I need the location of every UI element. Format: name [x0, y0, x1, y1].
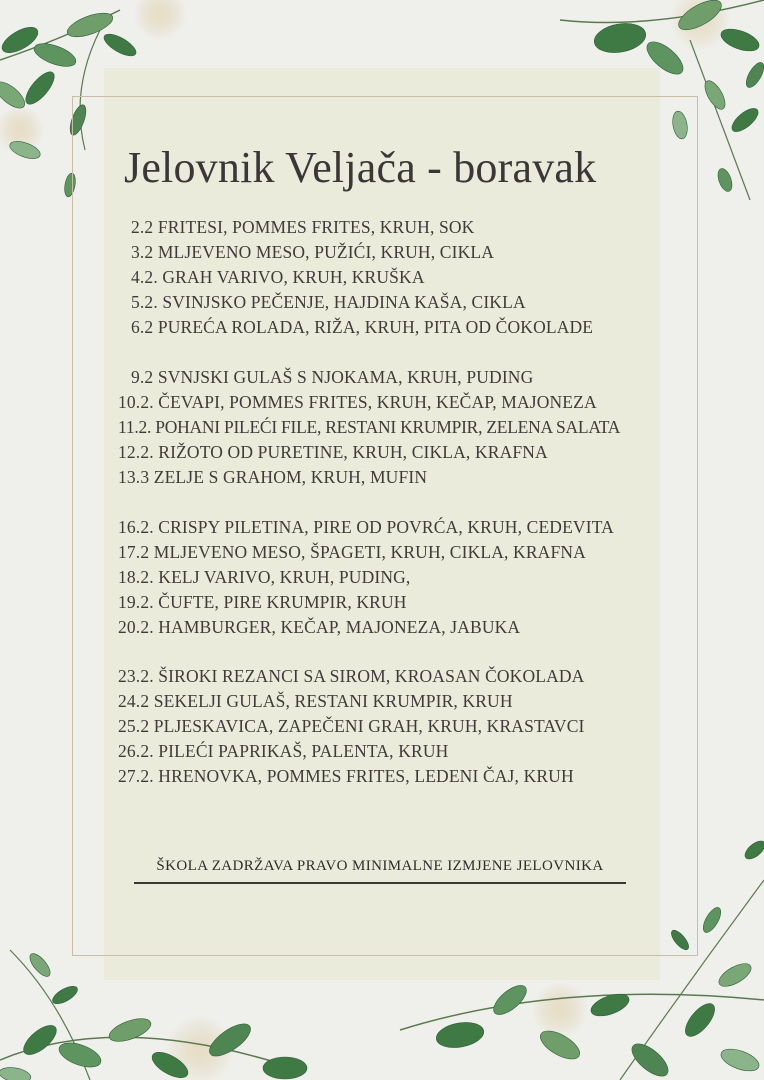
menu-item: 18.2. KELJ VARIVO, KRUH, PUDING,: [118, 567, 411, 587]
menu-item: 19.2. ČUFTE, PIRE KRUMPIR, KRUH: [118, 592, 407, 612]
menu-item: 9.2 SVNJSKI GULAŠ S NJOKAMA, KRUH, PUDING: [131, 367, 534, 387]
menu-item: 26.2. PILEĆI PAPRIKAŠ, PALENTA, KRUH: [118, 741, 449, 761]
menu-item: 6.2 PUREĆA ROLADA, RIŽA, KRUH, PITA OD ČOKOLADE: [131, 317, 594, 337]
page-title: Jelovnik Veljača - boravak: [124, 143, 597, 192]
menu-item: 16.2. CRISPY PILETINA, PIRE OD POVRĆA, KRUH, CEDEVITA: [118, 517, 614, 537]
menu-item: 5.2. SVINJSKO PEČENJE, HAJDINA KAŠA, CIKLA: [131, 292, 526, 312]
footer-underline: [134, 882, 626, 884]
menu-item: 4.2. GRAH VARIVO, KRUH, KRUŠKA: [131, 267, 425, 287]
menu-item: 13.3 ZELJE S GRAHOM, KRUH, MUFIN: [118, 467, 428, 487]
menu-item: 2.2 FRITESI, POMMES FRITES, KRUH, SOK: [131, 217, 475, 237]
menu-item: 12.2. RIŽOTO OD PURETINE, KRUH, CIKLA, KRAFNA: [118, 442, 548, 462]
menu-item: 3.2 MLJEVENO MESO, PUŽIĆI, KRUH, CIKLA: [131, 242, 494, 262]
menu-item: 27.2. HRENOVKA, POMMES FRITES, LEDENI ČAJ, KRUH: [118, 766, 574, 786]
menu-item: 23.2. ŠIROKI REZANCI SA SIROM, KROASAN ČOKOLADA: [118, 666, 585, 686]
menu-item: 11.2. POHANI PILEĆI FILE, RESTANI KRUMPIR, ZELENA SALATA: [118, 417, 621, 437]
footer-note: ŠKOLA ZADRŽAVA PRAVO MINIMALNE IZMJENE JELOVNIKA: [156, 858, 604, 874]
menu-item: 17.2 MLJEVENO MESO, ŠPAGETI, KRUH, CIKLA, KRAFNA: [118, 542, 586, 562]
menu-item: 20.2. HAMBURGER, KEČAP, MAJONEZA, JABUKA: [118, 617, 521, 637]
menu-item: 10.2. ČEVAPI, POMMES FRITES, KRUH, KEČAP, MAJONEZA: [118, 392, 597, 412]
menu-item: 25.2 PLJESKAVICA, ZAPEČENI GRAH, KRUH, KRASTAVCI: [118, 716, 585, 736]
menu-item: 24.2 SEKELJI GULAŠ, RESTANI KRUMPIR, KRUH: [118, 691, 513, 711]
